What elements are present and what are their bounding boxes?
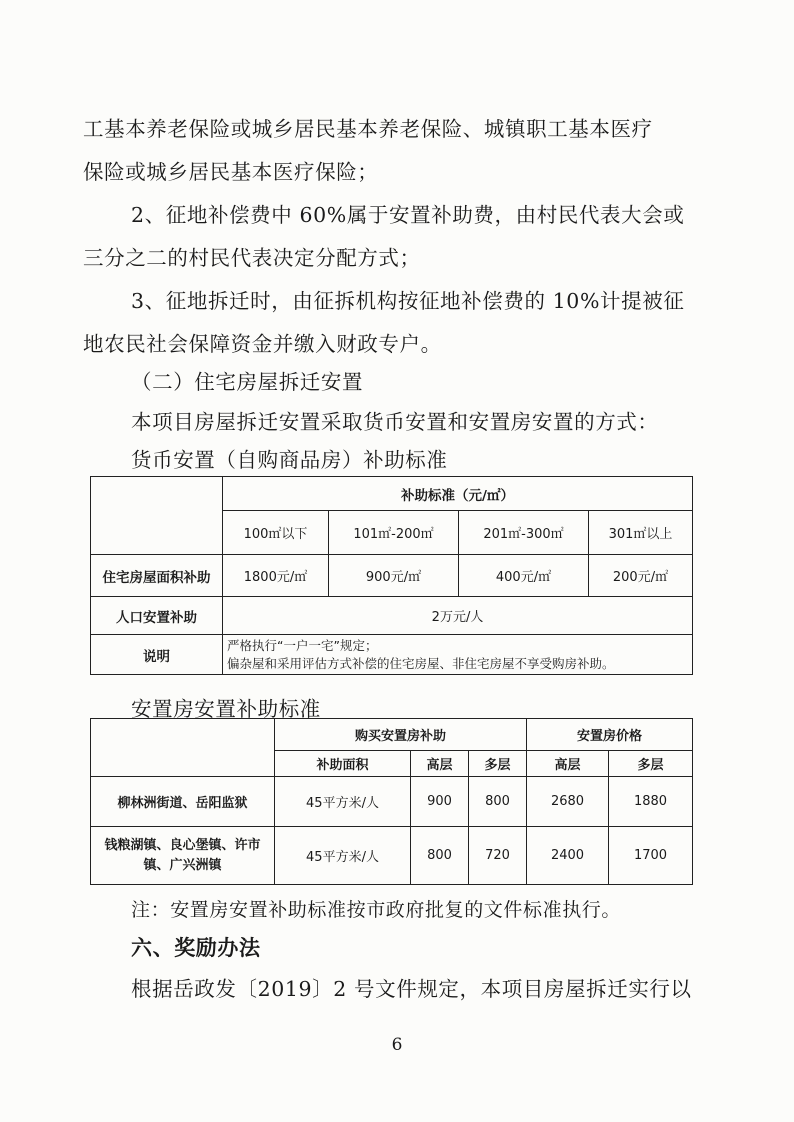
region-name-line-2: 镇、广兴洲镇 xyxy=(143,857,222,873)
monetary-compensation-table xyxy=(90,476,693,675)
price-high-rise-value: 2680 xyxy=(527,777,609,827)
intro-text: 本项目房屋拆迁安置采取货币安置和安置房安置的方式： xyxy=(131,410,659,434)
note-line-2: 偏杂屋和采用评估方式补偿的住宅房屋、非住宅房屋不享受购房补助。 xyxy=(227,655,615,671)
subsidy-area-value: 45平方米/人 xyxy=(275,827,411,885)
region-name: 柳林洲街道、岳阳监狱 xyxy=(91,777,275,827)
table2-caption: 安置房安置补助标准 xyxy=(131,697,321,721)
area-value-cell: 400元/㎡ xyxy=(459,555,589,597)
price-multi-storey-value: 1880 xyxy=(609,777,693,827)
table2-footnote: 注：安置房安置补助标准按市政府批复的文件标准执行。 xyxy=(131,899,622,921)
note-label: 说明 xyxy=(91,635,223,675)
area-value-cell: 1800元/㎡ xyxy=(223,555,329,597)
table1-header: 补助标准（元/㎡） xyxy=(223,477,693,511)
high-rise-value: 900 xyxy=(411,777,469,827)
table-row xyxy=(91,827,693,885)
high-rise-value: 800 xyxy=(411,827,469,885)
area-value-cell: 900元/㎡ xyxy=(329,555,459,597)
table1-caption: 货币安置（自购商品房）补助标准 xyxy=(131,448,448,472)
area-compensation-label: 住宅房屋面积补助 xyxy=(91,555,223,597)
page-number: 6 xyxy=(391,1035,403,1055)
section-title: （二）住宅房屋拆迁安置 xyxy=(131,370,364,394)
reward-section-title: 六、奖励办法 xyxy=(131,936,261,960)
table1-corner-cell xyxy=(91,477,223,555)
paragraph-1-line-2: 保险或城乡居民基本医疗保险； xyxy=(83,160,379,184)
range-cell: 100㎡以下 xyxy=(223,511,329,555)
range-cell: 201㎡-300㎡ xyxy=(459,511,589,555)
note-line-1: 严格执行“一户一宅”规定； xyxy=(227,637,378,653)
region-name-line-1: 钱粮湖镇、良心堡镇、许市 xyxy=(104,837,261,853)
range-cell: 301㎡以上 xyxy=(589,511,693,555)
housing-price-header: 安置房价格 xyxy=(527,719,693,751)
population-compensation-label: 人口安置补助 xyxy=(91,597,223,635)
region-name xyxy=(91,827,275,885)
multi-storey-value: 720 xyxy=(469,827,527,885)
population-compensation-value: 2万元/人 xyxy=(223,597,693,635)
price-multi-storey-value: 1700 xyxy=(609,827,693,885)
area-value-cell: 200元/㎡ xyxy=(589,555,693,597)
price-high-rise-value: 2400 xyxy=(527,827,609,885)
note-content xyxy=(223,635,693,675)
paragraph-1-line-1: 工基本养老保险或城乡居民基本养老保险、城镇职工基本医疗 xyxy=(83,117,653,141)
range-cell: 101㎡-200㎡ xyxy=(329,511,459,555)
resettlement-housing-table xyxy=(90,718,693,885)
paragraph-2-line-1: 2、征地补偿费中 60%属于安置补助费，由村民代表大会或 xyxy=(131,203,685,227)
multi-storey-header: 多层 xyxy=(469,751,527,777)
final-paragraph-line: 根据岳政发〔2019〕2 号文件规定，本项目房屋拆迁实行以 xyxy=(131,977,692,1001)
table2-corner-cell xyxy=(91,719,275,777)
purchase-subsidy-header: 购买安置房补助 xyxy=(275,719,527,751)
table-row xyxy=(91,777,693,827)
multi-storey-value: 800 xyxy=(469,777,527,827)
subsidy-area-header: 补助面积 xyxy=(275,751,411,777)
paragraph-3-line-1: 3、征地拆迁时，由征拆机构按征地补偿费的 10%计提被征 xyxy=(131,289,685,313)
high-rise-header: 高层 xyxy=(411,751,469,777)
paragraph-2-line-2: 三分之二的村民代表决定分配方式； xyxy=(83,246,421,270)
price-multi-storey-header: 多层 xyxy=(609,751,693,777)
paragraph-3-line-2: 地农民社会保障资金并缴入财政专户。 xyxy=(83,332,442,356)
price-high-rise-header: 高层 xyxy=(527,751,609,777)
subsidy-area-value: 45平方米/人 xyxy=(275,777,411,827)
